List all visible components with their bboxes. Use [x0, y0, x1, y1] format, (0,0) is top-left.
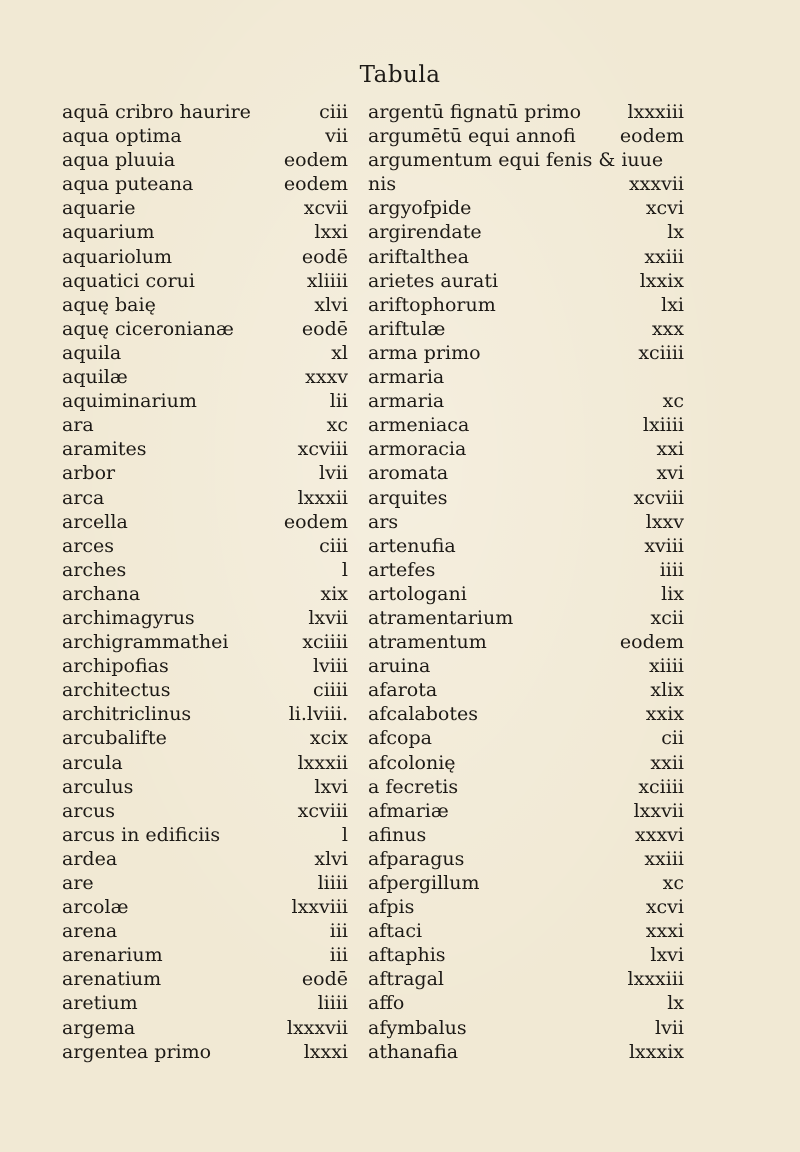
page-reference: xlvi: [314, 293, 348, 316]
index-term: archana: [62, 582, 141, 605]
page-reference: xix: [320, 582, 348, 605]
index-term: afpis: [368, 896, 415, 919]
index-term: athanafia: [368, 1040, 459, 1063]
index-term: artologani: [368, 582, 467, 605]
page-reference: iii: [329, 944, 348, 967]
page-reference: lxxxii: [297, 751, 348, 774]
index-term: aretium: [62, 992, 138, 1015]
index-term: aquila: [62, 341, 122, 364]
page-reference: iiii: [659, 558, 684, 581]
page-reference: lxiiii: [642, 414, 684, 437]
index-term: armaria: [368, 390, 445, 413]
page-reference: xc: [662, 390, 684, 413]
page-reference: xcviii: [633, 486, 684, 509]
page-reference: ciii: [319, 101, 348, 123]
index-term: arculus: [62, 775, 134, 798]
page-reference: eodē: [301, 317, 348, 340]
page-reference: xcvi: [645, 896, 684, 919]
page-reference: li.lviii.: [288, 703, 348, 726]
index-term: aquę baię: [62, 293, 156, 316]
page-reference: eodē: [301, 968, 348, 991]
index-term: afparagus: [368, 847, 465, 870]
index-term: afinus: [368, 823, 427, 846]
page-reference: lxxxi: [303, 1040, 348, 1063]
index-term: atramentum: [368, 631, 487, 654]
index-term: aquę ciceronianæ: [62, 317, 234, 340]
page-reference: lxxxix: [628, 1040, 684, 1063]
index-term: aqua optima: [62, 125, 182, 148]
index-term: armoracia: [368, 438, 467, 461]
index-term: artenufia: [368, 534, 456, 557]
index-term: argentū fignatū primo: [368, 101, 582, 123]
page-reference: xxx: [651, 317, 684, 340]
page-reference: xciiii: [302, 631, 348, 654]
index-term: aquiminarium: [62, 390, 197, 413]
page-reference: xxi: [656, 438, 684, 461]
index-term: arca: [62, 486, 105, 509]
index-term: arenarium: [62, 944, 163, 967]
index-term: afcalabotes: [368, 703, 478, 726]
page-reference: xviii: [644, 534, 684, 557]
page-reference: xliiii: [306, 269, 348, 292]
index-term: architectus: [62, 679, 171, 702]
index-term: ars: [368, 510, 399, 533]
index-term: argumētū equi annofi: [368, 125, 576, 148]
index-term: ariftalthea: [368, 245, 470, 268]
page-reference: lxxxiii: [627, 968, 684, 991]
page-reference: xxxi: [645, 920, 684, 943]
page-reference: vii: [325, 125, 348, 148]
page-reference: lxxxii: [297, 486, 348, 509]
page-reference: xxxv: [305, 366, 348, 389]
right-pages-column: [560, 100, 684, 1064]
page-reference: [560, 365, 684, 389]
index-term: aftragal: [368, 968, 444, 991]
page-reference: lix: [661, 582, 684, 605]
index-term: ariftulæ: [368, 317, 446, 340]
page-reference: xl: [331, 341, 348, 364]
index-term: arcubalifte: [62, 727, 167, 750]
index-term: aromata: [368, 462, 449, 485]
index-term: argentea primo: [62, 1040, 212, 1063]
index-term: aqua puteana: [62, 173, 194, 196]
index-term: ardea: [62, 847, 118, 870]
index-term: afarota: [368, 679, 438, 702]
page-reference: xxii: [650, 751, 684, 774]
index-term: arenatium: [62, 968, 162, 991]
page-reference: xvi: [656, 462, 684, 485]
page-reference: eodem: [283, 510, 348, 533]
page-reference: cii: [661, 727, 684, 750]
page-reference: xcviii: [297, 438, 348, 461]
page-reference: xxxvi: [635, 823, 684, 846]
left-terms-column: [62, 100, 262, 1064]
index-term: aramites: [62, 438, 147, 461]
index-term: armaria: [368, 366, 445, 389]
page-reference: xxiii: [644, 847, 684, 870]
index-term: arietes aurati: [368, 269, 499, 292]
page-reference: xciiii: [638, 341, 684, 364]
page-header: Tabula: [359, 62, 441, 88]
index-term: aquarie: [62, 197, 136, 220]
index-term: aqua pluuia: [62, 149, 176, 172]
index-term: argyofpide: [368, 197, 472, 220]
page-reference: lxxxvii: [286, 1016, 348, 1039]
index-term: archipofias: [62, 655, 169, 678]
index-term: afymbalus: [368, 1016, 467, 1039]
page-reference: xcvii: [303, 197, 348, 220]
page-reference: xxiii: [644, 245, 684, 268]
page-reference: ciiii: [313, 679, 348, 702]
index-term: afcolonię: [368, 751, 456, 774]
index-term: ariftophorum: [368, 293, 496, 316]
index-term: nis: [368, 173, 397, 196]
index-term: argumentum equi fenis & iuue: [368, 149, 664, 172]
page-reference: liiii: [317, 992, 348, 1015]
index-term: arcula: [62, 751, 123, 774]
page-reference: lx: [667, 221, 684, 244]
index-term: are: [62, 872, 94, 894]
page-reference: xxix: [645, 703, 684, 726]
page-reference: lviii: [312, 655, 348, 678]
page-reference: eodem: [283, 173, 348, 196]
index-term: archigrammathei: [62, 631, 229, 654]
page-reference: xc: [662, 872, 684, 894]
page-reference: xlvi: [314, 847, 348, 870]
index-term: atramentarium: [368, 606, 514, 629]
page-reference: lxi: [661, 293, 684, 316]
page-reference: lxxvii: [633, 799, 684, 822]
index-term: archimagyrus: [62, 606, 195, 629]
index-term: arcus: [62, 799, 116, 822]
index-term: artefes: [368, 558, 436, 581]
page-reference: [560, 148, 684, 172]
page-reference: lxvii: [308, 606, 348, 629]
index-term: afmariæ: [368, 799, 449, 822]
index-term: arquites: [368, 486, 448, 509]
index-term: arma primo: [368, 341, 481, 364]
page-reference: l: [341, 558, 348, 581]
page-reference: eodem: [283, 149, 348, 172]
index-term: arches: [62, 558, 127, 581]
page-reference: iii: [329, 920, 348, 943]
index-term: arcella: [62, 510, 128, 533]
index-term: aquarium: [62, 221, 155, 244]
index-term: arena: [62, 920, 118, 943]
page-reference: xiiii: [648, 655, 684, 678]
page-reference: lxxviii: [291, 896, 348, 919]
index-term: arbor: [62, 462, 116, 485]
index-term: arcus in edificiis: [62, 823, 221, 846]
index-term: aftaphis: [368, 944, 446, 967]
index-term: argirendate: [368, 221, 482, 244]
page-reference: lxvi: [650, 944, 684, 967]
index-term: arces: [62, 534, 115, 557]
page-reference: xxxvii: [628, 173, 684, 196]
page-reference: lxvi: [314, 775, 348, 798]
index-term: aquatici corui: [62, 269, 195, 292]
page-reference: lxxix: [639, 269, 684, 292]
index-term: afcopa: [368, 727, 432, 750]
page-reference: eodē: [301, 245, 348, 268]
page-reference: lxxxiii: [627, 101, 684, 123]
page-reference: xcvi: [645, 197, 684, 220]
page-reference: lvii: [319, 462, 348, 485]
page-reference: xciiii: [638, 775, 684, 798]
index-term: a fecretis: [368, 775, 459, 798]
page-reference: l: [341, 823, 348, 846]
page-reference: xcix: [309, 727, 348, 750]
page-reference: lxxv: [645, 510, 684, 533]
left-pages-column: [262, 100, 348, 1064]
index-term: afpergillum: [368, 872, 480, 894]
index-term: aquariolum: [62, 245, 172, 268]
page-reference: liiii: [317, 872, 348, 894]
index-term: aruina: [368, 655, 431, 678]
page-reference: xc: [326, 414, 348, 437]
page-reference: xlix: [650, 679, 684, 702]
page-reference: ciii: [319, 534, 348, 557]
index-term: arcolæ: [62, 896, 129, 919]
index-term: aftaci: [368, 920, 423, 943]
index-term: argema: [62, 1016, 136, 1039]
index-term: affo: [368, 992, 405, 1015]
page-reference: lx: [667, 992, 684, 1015]
index-term: armeniaca: [368, 414, 470, 437]
page-reference: lxxi: [314, 221, 348, 244]
index-term: aquilæ: [62, 366, 128, 389]
index-term: architriclinus: [62, 703, 192, 726]
page-reference: xcviii: [297, 799, 348, 822]
page-reference: eodem: [619, 631, 684, 654]
index-term: ara: [62, 414, 94, 437]
page-reference: lii: [329, 390, 348, 413]
page-reference: lvii: [655, 1016, 684, 1039]
page-reference: xcii: [650, 606, 684, 629]
page-reference: eodem: [619, 125, 684, 148]
index-term: aquā cribro haurire: [62, 101, 251, 123]
